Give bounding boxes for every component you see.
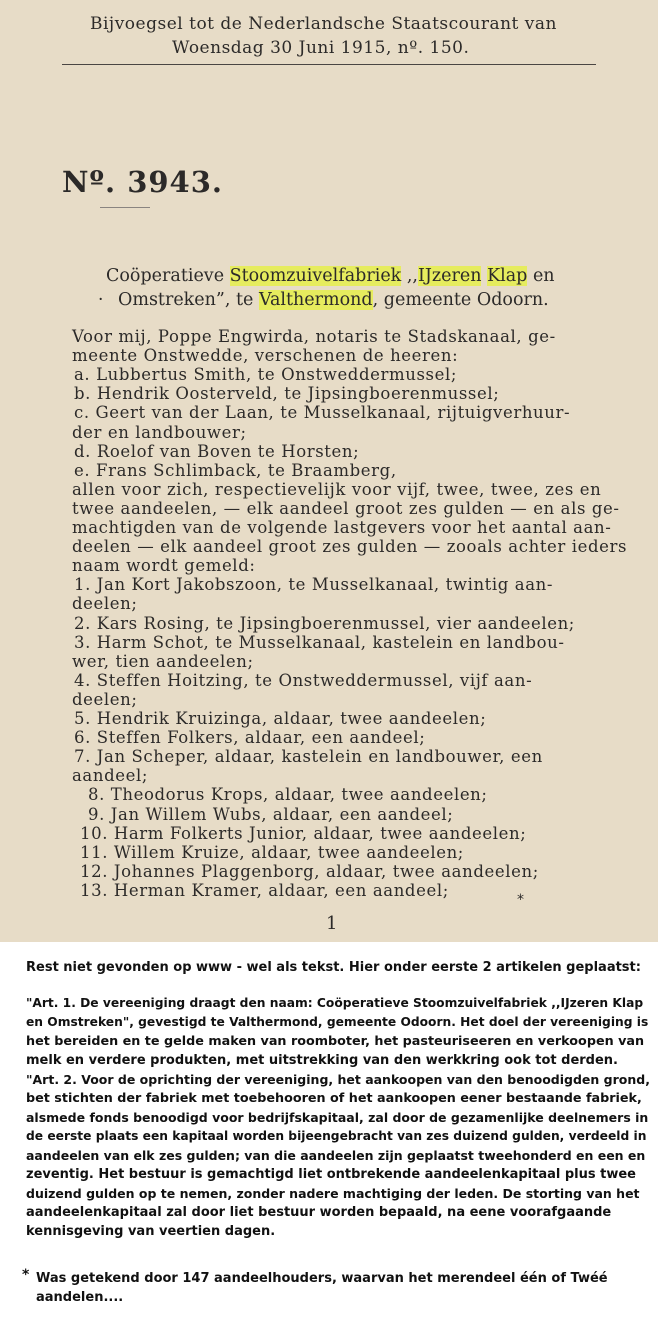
body-line: e. Frans Schlimback, te Braamberg, <box>74 460 397 480</box>
note-line: duizend gulden op te nemen, zonder nadere machtiging der leden. De storting van het <box>26 1186 640 1201</box>
document-number: Nº. 3943. <box>62 165 224 199</box>
header-line-2: Woensdag 30 Juni 1915, nº. 150. <box>172 38 470 58</box>
body-line: 10. Harm Folkerts Junior, aldaar, twee aandeelen; <box>80 823 527 843</box>
note-line: melk en verdere produkten, met uitstrekking van den werkkring ook tot derden. <box>26 1053 618 1068</box>
body-line: twee aandeelen, — elk aandeel groot zes gulden — en als ge- <box>72 498 620 518</box>
note-line: zeventig. Het bestuur is gemachtigd liet ontbrekende aandeelenkapitaal plus twee <box>26 1167 637 1182</box>
notes-section <box>0 942 658 1318</box>
title-line-2 <box>118 290 549 310</box>
note-line: de eerste plaats een kapitaal worden bijeengebracht van zes duizend gulden, verdeeld in <box>26 1129 647 1143</box>
body-line: 13. Herman Kramer, aldaar, een aandeel; <box>80 880 449 900</box>
body-line: der en landbouwer; <box>72 422 247 442</box>
note-line: kennisgeving van veertien dagen. <box>26 1224 276 1239</box>
body-line: 2. Kars Rosing, te Jipsingboerenmussel, vier aandeelen; <box>74 613 575 633</box>
body-line: deelen — elk aandeel groot zes gulden — zooals achter ieders <box>72 537 628 557</box>
body-line: Voor mij, Poppe Engwirda, notaris te Stadskanaal, ge- <box>72 327 556 346</box>
body-line: 12. Johannes Plaggenborg, aldaar, twee aandeelen; <box>80 861 539 881</box>
title-text: Coöperatieve <box>106 266 230 286</box>
footnote-line-1: Was getekend door 147 aandeelhouders, waarvan het merendeel één of Twéé <box>36 1271 608 1286</box>
body-line: allen voor zich, respectievelijk voor vijf, twee, twee, zes en <box>72 479 602 499</box>
body-line: deelen; <box>72 689 138 709</box>
body-line: 3. Harm Schot, te Musselkanaal, kastelein en landbou- <box>74 632 565 652</box>
footnote-line-2: aandelen.... <box>36 1290 124 1305</box>
header-line-1: Bijvoegsel tot de Nederlandsche Staatscourant van <box>90 14 557 34</box>
body-line: 5. Hendrik Kruizinga, aldaar, twee aandeelen; <box>74 709 487 728</box>
body-line: 6. Steffen Folkers, aldaar, een aandeel; <box>74 728 426 748</box>
body-line: 4. Steffen Hoitzing, te Onstweddermussel, vijf aan- <box>74 670 533 690</box>
body-line: 7. Jan Scheper, aldaar, kastelein en landbouwer, een <box>74 747 543 767</box>
highlight-valthermond: Valthermond <box>258 290 373 310</box>
highlight-ijzeren: IJzeren <box>417 266 482 286</box>
note-line: bet stichten der fabriek met toebehooren of het aankoopen eener bestaande fabriek, <box>26 1091 642 1106</box>
body-line: aandeel; <box>72 766 149 786</box>
note-line: aandeelenkapitaal zal door liet bestuur worden bepaald, na eene voorafgaande <box>26 1205 612 1220</box>
title-text: , gemeente Odoorn. <box>372 290 549 310</box>
body-line: deelen; <box>72 594 138 614</box>
body-line: 9. Jan Willem Wubs, aldaar, een aandeel; <box>88 804 454 824</box>
body-line: machtigden van de volgende lastgevers voor het aantal aan- <box>72 518 612 537</box>
note-line: en Omstreken", gevestigd te Valthermond, gemeente Odoorn. Het doel der vereeniging is <box>26 1015 649 1029</box>
body-line: d. Roelof van Boven te Horsten; <box>74 441 360 461</box>
title-text: en <box>527 266 555 286</box>
note-line: "Art. 1. De vereeniging draagt den naam: Coöperatieve Stoomzuivelfabriek ,,IJzeren Klap <box>26 996 644 1010</box>
highlight-stoomzuivelfabriek: Stoomzuivelfabriek <box>229 266 402 286</box>
body-line: a. Lubbertus Smith, te Onstweddermussel; <box>74 365 457 385</box>
body-line: 11. Willem Kruize, aldaar, twee aandeelen; <box>80 842 464 862</box>
title-text: Omstreken”, te <box>118 290 259 310</box>
body-line: c. Geert van der Laan, te Musselkanaal, rijtuigverhuur- <box>74 403 571 423</box>
header-rule <box>62 64 596 65</box>
body-line: meente Onstwedde, verschenen de heeren: <box>72 346 459 366</box>
note-line: Rest niet gevonden op www - wel als tekst. Hier onder eerste 2 artikelen geplaatst: <box>26 960 641 975</box>
note-line: "Art. 2. Voor de oprichting der vereeniging, het aankoopen van den benoodigden grond, <box>26 1072 650 1087</box>
asterisk-marker: * <box>517 892 524 908</box>
speck-mark: · <box>98 290 104 310</box>
title-line-1 <box>106 266 555 286</box>
highlight-klap: Klap <box>487 266 528 286</box>
note-line: aandeelen van elk zes gulden; van die aandeelen zijn geplaatst tweehonderd en een en <box>26 1148 646 1163</box>
page-number: 1 <box>326 913 338 934</box>
body-line: naam wordt gemeld: <box>72 556 256 576</box>
body-line: wer, tien aandeelen; <box>72 651 254 671</box>
note-line: het bereiden en te gelde maken van roomboter, het pasteuriseeren en verkoopen van <box>26 1034 645 1049</box>
body-line: b. Hendrik Oosterveld, te Jipsingboerenmussel; <box>74 384 500 404</box>
number-rule <box>100 207 150 208</box>
body-line: 8. Theodorus Krops, aldaar, twee aandeelen; <box>88 785 488 805</box>
note-line: alsmede fonds benoodigd voor bedrijfskapitaal, zal door de gezamenlijke deelnemers in <box>26 1110 649 1125</box>
footnote-marker: * <box>22 1267 30 1283</box>
title-text: ,, <box>401 266 418 286</box>
body-line: 1. Jan Kort Jakobszoon, te Musselkanaal, twintig aan- <box>74 575 554 595</box>
